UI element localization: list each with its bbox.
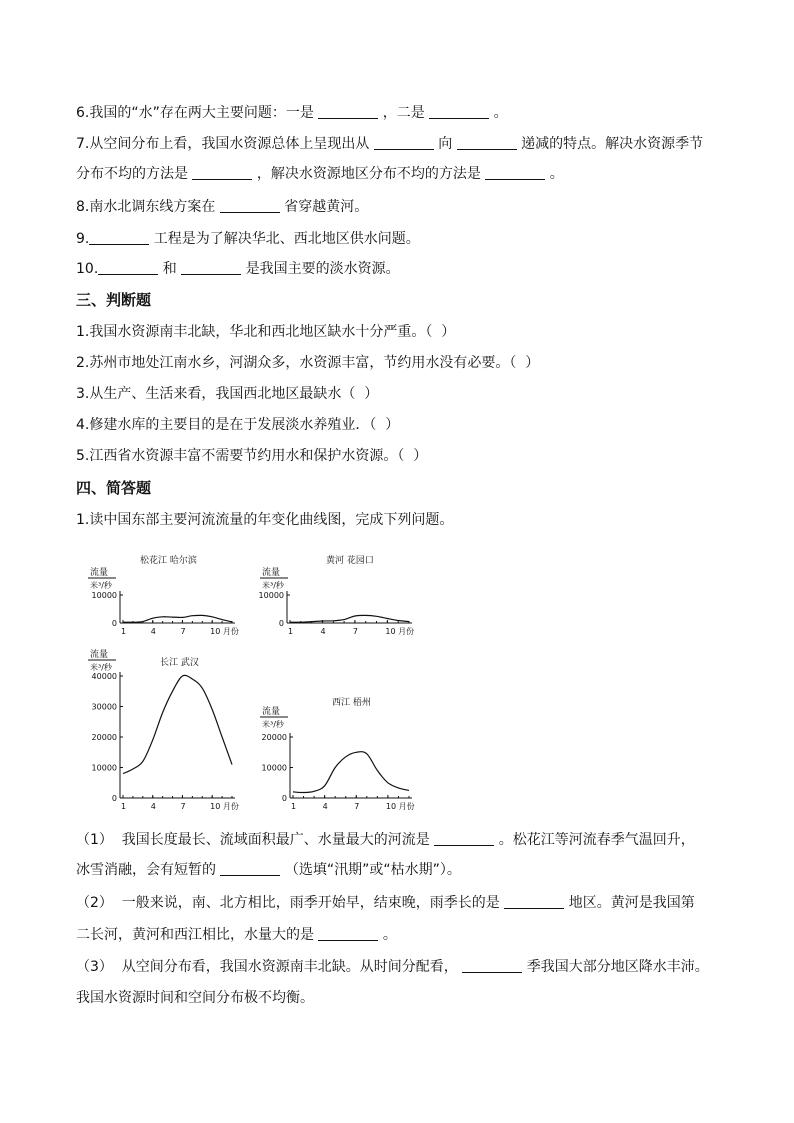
x-tick-label: 1 bbox=[291, 802, 297, 811]
y-tick-label: 0 bbox=[281, 794, 287, 803]
question-7-cont: 分布不均的方法是 ，解决水资源地区分布不均的方法是 。 bbox=[76, 166, 564, 182]
x-tick-label: 4 bbox=[320, 627, 326, 636]
y-tick-label: 0 bbox=[111, 619, 117, 628]
chart-title: 松花江 哈尔滨 bbox=[140, 556, 197, 566]
question-7: 7.从空间分布上看，我国水资源总体上呈现出从 向 递减的特点。解决水资源季节 bbox=[76, 136, 704, 152]
answer-blank[interactable] bbox=[504, 894, 564, 909]
y-tick-label: 20000 bbox=[261, 733, 287, 742]
x-tick-label: 1 bbox=[121, 627, 127, 636]
chart-title: 黄河 花园口 bbox=[326, 556, 374, 566]
x-tick-label: 7 bbox=[180, 627, 186, 636]
y-axis-label: 流量 bbox=[90, 650, 109, 660]
x-tick-label: 7 bbox=[180, 802, 186, 811]
y-tick-label: 20000 bbox=[91, 733, 117, 742]
x-tick-label: 10 月份 bbox=[210, 627, 239, 636]
x-tick-label: 4 bbox=[150, 802, 156, 811]
flow-curve bbox=[293, 752, 409, 793]
judgement-item: 5.江西省水资源丰富不需要节约用水和保护水资源。（ ） bbox=[76, 448, 428, 464]
y-axis-unit: 米³/秒 bbox=[262, 581, 284, 590]
subquestion-3-cont: 我国水资源时间和空间分布极不均衡。 bbox=[76, 990, 314, 1006]
y-axis-label: 流量 bbox=[262, 568, 281, 578]
x-tick-label: 10 月份 bbox=[385, 802, 415, 811]
y-axis-unit: 米³/秒 bbox=[90, 663, 112, 672]
question-10: 10. 和 是我国主要的淡水资源。 bbox=[76, 261, 400, 277]
y-tick-label: 10000 bbox=[91, 591, 117, 600]
answer-blank[interactable] bbox=[462, 958, 522, 973]
x-tick-label: 10 月份 bbox=[210, 802, 239, 811]
question-6: 6.我国的“水”存在两大主要问题：一是 ，二是 。 bbox=[76, 105, 508, 121]
y-tick-label: 10000 bbox=[258, 591, 284, 600]
judgement-item: 1.我国水资源南丰北缺，华北和西北地区缺水十分严重。（ ） bbox=[76, 324, 456, 340]
chart-title: 西江 梧州 bbox=[332, 698, 371, 708]
y-axis-unit: 米³/秒 bbox=[90, 581, 112, 590]
answer-blank[interactable] bbox=[318, 926, 378, 941]
y-tick-label: 30000 bbox=[91, 702, 117, 712]
chart-title: 长江 武汉 bbox=[160, 658, 199, 668]
subquestion-2: （2） 一般来说，南、北方相比，雨季开始早，结束晚，雨季长的是 地区。黄河是我国第 bbox=[76, 895, 695, 911]
x-tick-label: 4 bbox=[322, 802, 328, 811]
x-tick-label: 4 bbox=[150, 627, 156, 636]
y-tick-label: 10000 bbox=[91, 763, 117, 773]
x-tick-label: 7 bbox=[352, 627, 359, 636]
x-tick-label: 1 bbox=[121, 802, 127, 811]
x-tick-label: 7 bbox=[354, 802, 360, 811]
question-8: 8.南水北调东线方案在 省穿越黄河。 bbox=[76, 199, 369, 215]
flow-curve bbox=[123, 675, 232, 773]
y-tick-label: 0 bbox=[278, 619, 284, 628]
answer-blank[interactable] bbox=[220, 861, 280, 876]
x-tick-label: 1 bbox=[288, 627, 294, 636]
subquestion-3: （3） 从空间分布看，我国水资源南丰北缺。从时间分配看， 季我国大部分地区降水丰沛。 bbox=[76, 959, 709, 975]
subquestion-1-cont: 冰雪消融，会有短暂的 （选填“汛期”或“枯水期”）。 bbox=[76, 862, 461, 878]
section-heading-judgement: 三、判断题 bbox=[76, 291, 152, 309]
y-axis-label: 流量 bbox=[262, 707, 281, 717]
subquestion-1: （1） 我国长度最长、流域面积最广、水量最大的河流是 。松花江等河流春季气温回升， bbox=[76, 832, 695, 848]
y-axis-label: 流量 bbox=[90, 568, 109, 578]
y-axis-unit: 米³/秒 bbox=[262, 720, 284, 729]
judgement-item: 4.修建水库的主要目的是在于发展淡水养殖业．（ ） bbox=[76, 417, 400, 433]
answer-blank[interactable] bbox=[434, 831, 494, 846]
flow-curve bbox=[290, 615, 409, 622]
question-9: 9. 工程是为了解决华北、西北地区供水问题。 bbox=[76, 231, 420, 247]
x-tick-label: 10 月份 bbox=[385, 627, 415, 636]
flow-curve bbox=[123, 615, 232, 622]
judgement-item: 2.苏州市地处江南水乡，河湖众多，水资源丰富，节约用水没有必要。（ ） bbox=[76, 355, 540, 371]
y-tick-label: 40000 bbox=[91, 672, 117, 681]
judgement-item: 3.从生产、生活来看，我国西北地区最缺水（ ） bbox=[76, 386, 379, 402]
section-heading-short-answer: 四、简答题 bbox=[76, 479, 152, 497]
subquestion-2-cont: 二长河，黄河和西江相比，水量大的是 。 bbox=[76, 927, 397, 943]
y-tick-label: 10000 bbox=[261, 763, 287, 773]
short-answer-intro: 1.读中国东部主要河流流量的年变化曲线图，完成下列问题。 bbox=[76, 512, 454, 528]
y-tick-label: 0 bbox=[111, 794, 117, 803]
